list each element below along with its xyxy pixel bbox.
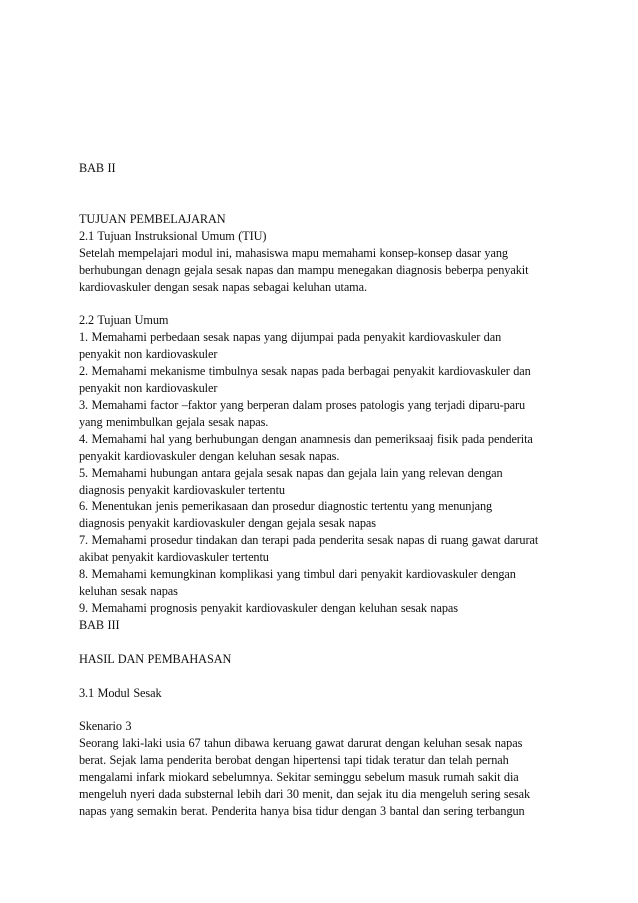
tiu-line: kardiovaskuler dengan sesak napas sebagai keluhan utama. bbox=[79, 279, 367, 294]
tujuan-umum-line: 9. Memahami prognosis penyakit kardiovaskuler dengan keluhan sesak napas bbox=[79, 600, 458, 615]
tujuan-umum-line: penyakit non kardiovaskuler bbox=[79, 381, 218, 396]
tujuan-umum-line: 4. Memahami hal yang berhubungan dengan anamnesis dan pemeriksaaj fisik pada penderita bbox=[79, 431, 533, 446]
tujuan-umum-line: penyakit kardiovaskuler dengan keluhan sesak napas. bbox=[79, 448, 340, 463]
tujuan-umum-line: 2. Memahami mekanisme timbulnya sesak napas pada berbagai penyakit kardiovaskuler dan bbox=[79, 364, 531, 379]
tujuan-umum-line: 8. Memahami kemungkinan komplikasi yang timbul dari penyakit kardiovaskuler dengan bbox=[79, 567, 516, 582]
spacer bbox=[79, 701, 579, 718]
skenario-line: mengalami infark miokard sebelumnya. Sekitar seminggu sebelum masuk rumah sakit dia bbox=[79, 770, 519, 785]
document-body bbox=[79, 160, 579, 820]
spacer bbox=[79, 634, 579, 651]
tujuan-umum-line: 1. Memahami perbedaan sesak napas yang dijumpai pada penyakit kardiovaskuler dan bbox=[79, 330, 502, 345]
tujuan-umum-line: 7. Memahami prosedur tindakan dan terapi pada penderita sesak napas di ruang gawat darurat bbox=[79, 533, 539, 548]
tujuan-umum-line: diagnosis penyakit kardiovaskuler dengan gejala sesak napas bbox=[79, 516, 376, 531]
skenario-line: berat. Sejak lama penderita berobat dengan hipertensi tapi tidak teratur dan telah pernah bbox=[79, 753, 509, 768]
tujuan-umum-line: 6. Menentukan jenis pemerikasaan dan prosedur diagnostic tertentu yang menunjang bbox=[79, 499, 493, 514]
tujuan-umum-line: keluhan sesak napas bbox=[79, 583, 178, 598]
spacer bbox=[79, 668, 579, 685]
tujuan-umum-line: akibat penyakit kardiovaskuler tertentu bbox=[79, 550, 269, 565]
skenario-title: Skenario 3 bbox=[79, 719, 132, 734]
skenario-line: napas yang semakin berat. Penderita hanya bisa tidur dengan 3 bantal dan sering terbangun bbox=[79, 804, 525, 818]
tiu-line: berhubungan denagn gejala sesak napas dan mampu menegakan diagnosis beberpa penyakit bbox=[79, 262, 529, 277]
spacer bbox=[79, 295, 579, 312]
tujuan-umum-title: 2.2 Tujuan Umum bbox=[79, 313, 169, 328]
tujuan-umum-line: 3. Memahami factor –faktor yang berperan dalam proses patologis yang terjadi diparu-paru bbox=[79, 397, 526, 412]
skenario-line: Seorang laki-laki usia 67 tahun dibawa keruang gawat darurat dengan keluhan sesak napas bbox=[79, 736, 523, 751]
tiu-line: Setelah mempelajari modul ini, mahasiswa mapu memahami konsep-konsep dasar yang bbox=[79, 245, 508, 260]
tujuan-umum-line: diagnosis penyakit kardiovaskuler tertentu bbox=[79, 482, 285, 497]
spacer bbox=[79, 177, 579, 211]
tiu-title: 2.1 Tujuan Instruksional Umum (TIU) bbox=[79, 228, 267, 243]
section-title-tujuan: TUJUAN PEMBELAJARAN bbox=[79, 211, 226, 226]
section-title-hasil: HASIL DAN PEMBAHASAN bbox=[79, 651, 232, 666]
modul-title: 3.1 Modul Sesak bbox=[79, 685, 162, 700]
chapter-2-heading: BAB II bbox=[79, 161, 116, 175]
tujuan-umum-line: 5. Memahami hubungan antara gejala sesak napas dan gejala lain yang relevan dengan bbox=[79, 465, 503, 480]
chapter-3-heading: BAB III bbox=[79, 617, 120, 632]
skenario-line: mengeluh nyeri dada substernal lebih dari 30 menit, dan sejak itu dia mengeluh sering sesak bbox=[79, 787, 531, 802]
tujuan-umum-line: penyakit non kardiovaskuler bbox=[79, 347, 218, 362]
tujuan-umum-line: yang menimbulkan gejala sesak napas. bbox=[79, 414, 269, 429]
